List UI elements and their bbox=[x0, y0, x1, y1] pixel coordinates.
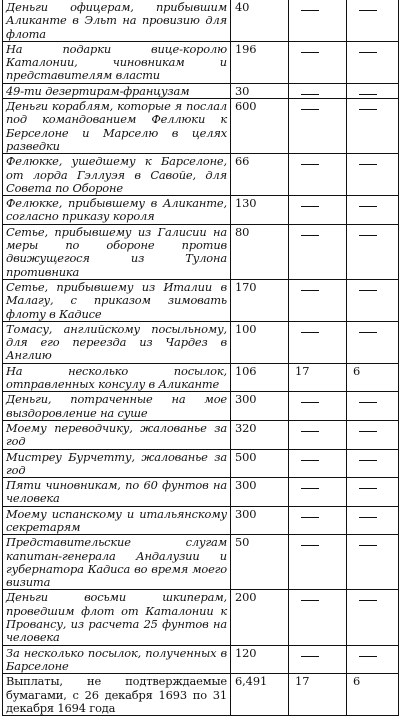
row-description: Пяти чиновникам, по 60 фунтов на человека bbox=[3, 478, 231, 507]
row-col-a bbox=[289, 674, 347, 716]
table-row bbox=[3, 506, 399, 535]
row-col-a bbox=[289, 224, 347, 279]
empty-dash bbox=[359, 517, 377, 518]
ledger-body bbox=[3, 0, 399, 716]
row-col-b bbox=[347, 506, 399, 535]
row-description: За несколько посылок, полученных в Барселоне bbox=[3, 645, 231, 674]
table-row bbox=[3, 392, 399, 421]
row-col-a bbox=[289, 41, 347, 83]
row-description: Томасу, английскому посыльному, для его переезда из Чардез в Англию bbox=[3, 321, 231, 363]
empty-dash bbox=[359, 164, 377, 165]
row-col-a bbox=[289, 420, 347, 449]
row-description: На несколько посылок, отправленных консулу в Аликанте bbox=[3, 363, 231, 392]
table-row bbox=[3, 99, 399, 154]
table-row bbox=[3, 420, 399, 449]
row-col-b bbox=[347, 449, 399, 478]
row-col-a bbox=[289, 478, 347, 507]
row-description: Деньги офицерам, прибывшим Аликанте в Эльт на провизию для флота bbox=[3, 0, 231, 41]
table-row bbox=[3, 224, 399, 279]
empty-dash bbox=[359, 431, 377, 432]
empty-dash bbox=[301, 164, 319, 165]
row-col-b bbox=[347, 224, 399, 279]
row-amount: 200 bbox=[231, 590, 289, 645]
empty-dash bbox=[359, 52, 377, 53]
row-col-b bbox=[347, 321, 399, 363]
table-row bbox=[3, 321, 399, 363]
row-amount: 170 bbox=[231, 279, 289, 321]
table-row bbox=[3, 535, 399, 590]
row-col-b bbox=[347, 279, 399, 321]
row-amount: 600 bbox=[231, 99, 289, 154]
row-description: Представительские слугам капитан-генерала Андалузии и губернатора Кадиса во время моего визита bbox=[3, 535, 231, 590]
row-col-a bbox=[289, 449, 347, 478]
table-row bbox=[3, 83, 399, 98]
row-col-b bbox=[347, 645, 399, 674]
empty-dash bbox=[359, 109, 377, 110]
table-row bbox=[3, 645, 399, 674]
empty-dash bbox=[301, 290, 319, 291]
empty-dash bbox=[359, 235, 377, 236]
empty-dash bbox=[301, 332, 319, 333]
row-col-b bbox=[347, 99, 399, 154]
table-row bbox=[3, 449, 399, 478]
row-description: Деньги, потраченные на мое выздоровление на суше bbox=[3, 392, 231, 421]
row-amount: 130 bbox=[231, 196, 289, 225]
empty-dash bbox=[301, 517, 319, 518]
row-col-a bbox=[289, 645, 347, 674]
row-col-b bbox=[347, 535, 399, 590]
row-col-b bbox=[347, 83, 399, 98]
row-description: Мистреу Бурчетту, жалованье за год bbox=[3, 449, 231, 478]
row-col-a-value: 17 bbox=[295, 674, 310, 689]
table-row bbox=[3, 478, 399, 507]
row-amount: 106 bbox=[231, 363, 289, 392]
table-row bbox=[3, 154, 399, 196]
row-col-b bbox=[347, 392, 399, 421]
row-amount: 40 bbox=[231, 0, 289, 41]
row-col-a bbox=[289, 363, 347, 392]
table-row bbox=[3, 0, 399, 41]
row-amount: 500 bbox=[231, 449, 289, 478]
row-amount: 196 bbox=[231, 41, 289, 83]
row-description: Фелюкке, прибывшему в Аликанте, согласно приказу короля bbox=[3, 196, 231, 225]
empty-dash bbox=[359, 402, 377, 403]
row-description: Фелюкке, ушедшему к Барселоне, от лорда Гэллуэя в Савойе, для Совета по Обороне bbox=[3, 154, 231, 196]
row-amount: 66 bbox=[231, 154, 289, 196]
expense-ledger-table bbox=[2, 0, 399, 716]
empty-dash bbox=[359, 290, 377, 291]
row-col-b-value: 6 bbox=[353, 363, 361, 378]
row-description: Сетье, прибывшему из Италии в Малагу, с приказом зимовать флоту в Кадисе bbox=[3, 279, 231, 321]
empty-dash bbox=[359, 460, 377, 461]
row-description: Деньги кораблям, которые я послал под командованием Феллюки к Берселоне и Марселю в целях разведки bbox=[3, 99, 231, 154]
table-row bbox=[3, 279, 399, 321]
empty-dash bbox=[301, 545, 319, 546]
empty-dash bbox=[359, 10, 377, 11]
row-amount: 6,491 bbox=[231, 674, 289, 716]
row-col-a bbox=[289, 535, 347, 590]
empty-dash bbox=[301, 600, 319, 601]
empty-dash bbox=[301, 460, 319, 461]
table-row bbox=[3, 674, 399, 716]
empty-dash bbox=[301, 52, 319, 53]
empty-dash bbox=[301, 10, 319, 11]
row-col-a-value: 17 bbox=[295, 363, 310, 378]
empty-dash bbox=[301, 109, 319, 110]
row-col-a bbox=[289, 506, 347, 535]
row-amount: 300 bbox=[231, 506, 289, 535]
row-description: 49-ти дезертирам-французам bbox=[3, 83, 231, 98]
row-amount: 120 bbox=[231, 645, 289, 674]
row-col-b bbox=[347, 41, 399, 83]
row-description: Выплаты, не подтверждаемые бумагами, с 26 декабря 1693 по 31 декабря 1694 года bbox=[3, 674, 231, 716]
row-col-a bbox=[289, 0, 347, 41]
row-description: Сетье, прибывшему из Галисии на меры по обороне против движущегося из Тулона противника bbox=[3, 224, 231, 279]
row-description: На подарки вице-королю Каталонии, чиновникам и представителям власти bbox=[3, 41, 231, 83]
row-col-b bbox=[347, 196, 399, 225]
row-col-a bbox=[289, 196, 347, 225]
row-description: Моему испанскому и итальянскому секретарям bbox=[3, 506, 231, 535]
empty-dash bbox=[301, 235, 319, 236]
empty-dash bbox=[301, 431, 319, 432]
row-amount: 100 bbox=[231, 321, 289, 363]
row-col-a bbox=[289, 279, 347, 321]
empty-dash bbox=[301, 402, 319, 403]
row-col-b bbox=[347, 420, 399, 449]
row-col-b bbox=[347, 478, 399, 507]
empty-dash bbox=[301, 656, 319, 657]
empty-dash bbox=[301, 488, 319, 489]
row-amount: 300 bbox=[231, 478, 289, 507]
empty-dash bbox=[301, 94, 319, 95]
row-col-a bbox=[289, 590, 347, 645]
empty-dash bbox=[359, 94, 377, 95]
empty-dash bbox=[359, 488, 377, 489]
row-amount: 30 bbox=[231, 83, 289, 98]
empty-dash bbox=[301, 206, 319, 207]
row-col-b bbox=[347, 363, 399, 392]
table-row bbox=[3, 196, 399, 225]
row-col-a bbox=[289, 83, 347, 98]
row-col-a bbox=[289, 154, 347, 196]
row-amount: 320 bbox=[231, 420, 289, 449]
row-col-b-value: 6 bbox=[353, 674, 361, 689]
empty-dash bbox=[359, 206, 377, 207]
row-col-a bbox=[289, 321, 347, 363]
empty-dash bbox=[359, 600, 377, 601]
row-amount: 80 bbox=[231, 224, 289, 279]
table-row bbox=[3, 41, 399, 83]
row-col-b bbox=[347, 0, 399, 41]
row-col-b bbox=[347, 154, 399, 196]
empty-dash bbox=[359, 656, 377, 657]
row-col-a bbox=[289, 99, 347, 154]
row-col-b bbox=[347, 590, 399, 645]
row-amount: 50 bbox=[231, 535, 289, 590]
row-col-b bbox=[347, 674, 399, 716]
row-description: Деньги восьми шкиперам, проведшим флот от Каталонии к Провансу, из расчета 25 фунтов на человека bbox=[3, 590, 231, 645]
row-description: Моему переводчику, жалованье за год bbox=[3, 420, 231, 449]
empty-dash bbox=[359, 545, 377, 546]
row-col-a bbox=[289, 392, 347, 421]
empty-dash bbox=[359, 332, 377, 333]
table-row bbox=[3, 590, 399, 645]
table-row bbox=[3, 363, 399, 392]
row-amount: 300 bbox=[231, 392, 289, 421]
